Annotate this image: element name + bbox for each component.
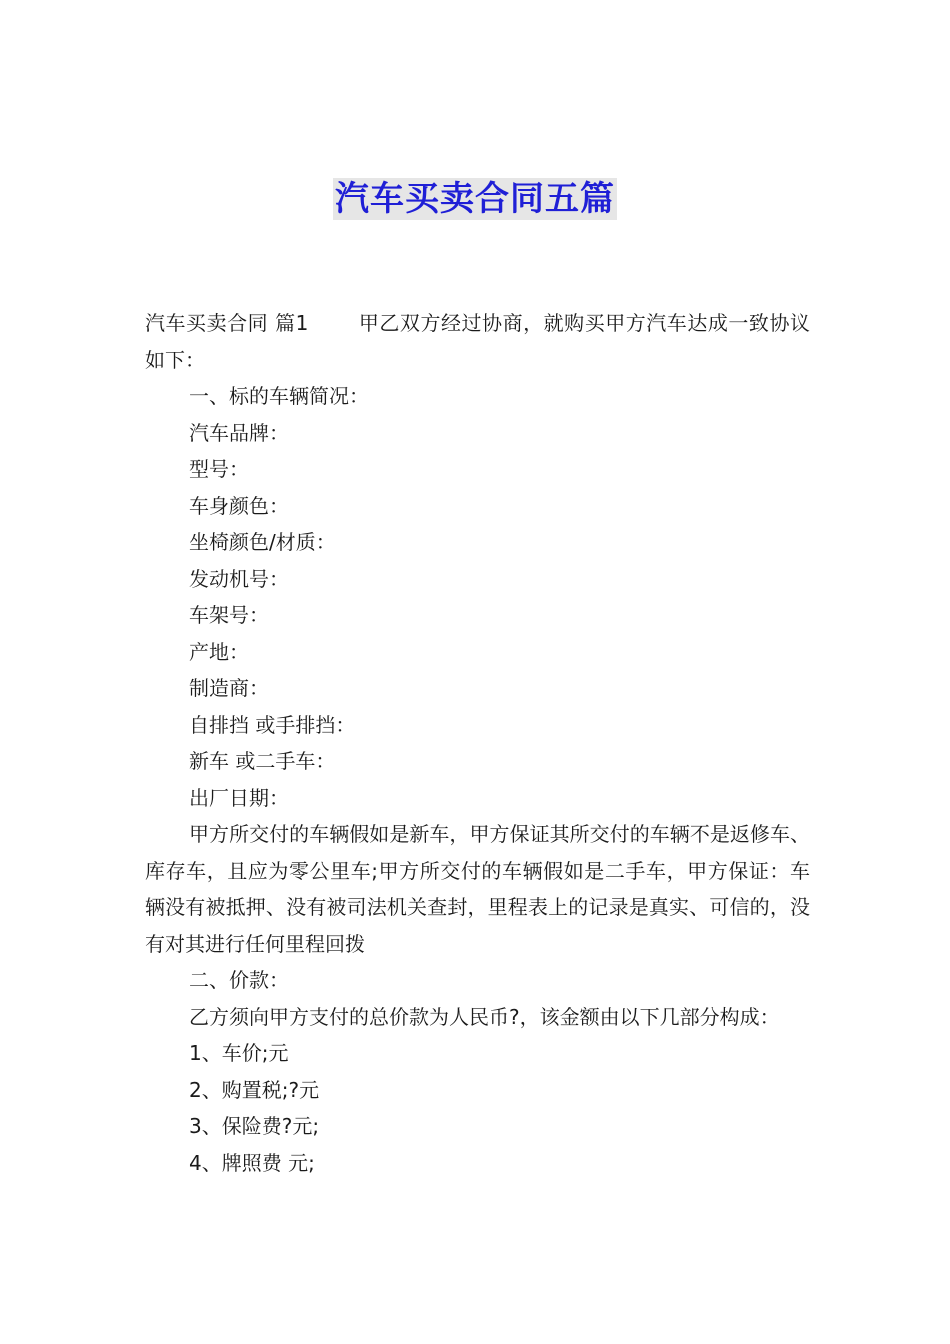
price-item-license-fee: 4、牌照费 元; — [189, 1150, 315, 1175]
field-frame-number: 车架号： — [189, 603, 269, 627]
intro-paragraph — [145, 305, 810, 378]
price-item-purchase-tax: 2、购置税;?元 — [189, 1077, 320, 1102]
field-brand: 汽车品牌： — [189, 420, 289, 445]
field-body-color: 车身颜色： — [189, 493, 289, 518]
field-new-or-used: 新车 或二手车： — [189, 749, 336, 773]
price-item-car: 1、车价;元 — [189, 1041, 289, 1065]
section-heading-price: 二、价款： — [189, 968, 289, 992]
field-manufacturer: 制造商： — [189, 676, 269, 700]
intro-text: 甲乙双方经过协商，就购买甲方汽车达成一致协议如下： — [145, 311, 810, 372]
field-model: 型号： — [189, 457, 249, 481]
field-seat-color: 坐椅颜色/材质： — [189, 530, 336, 554]
field-engine-number: 发动机号： — [189, 566, 289, 591]
price-item-insurance: 3、保险费?元; — [189, 1114, 320, 1138]
document-body — [145, 305, 810, 1181]
field-manufacture-date: 出厂日期： — [189, 785, 289, 810]
document-title: 汽车买卖合同五篇 — [335, 179, 615, 219]
contract-heading-label: 汽车买卖合同 篇1 — [145, 311, 309, 335]
warranty-paragraph: 甲方所交付的车辆假如是新车，甲方保证其所交付的车辆不是返修车、库存车，且应为零公里车;甲方所交付的车辆假如是二手车，甲方保证：车辆没有被抵押、没有被司法机关查封，里程表上的记录是真实、可信的，没有对其进行任何里程回拨 — [145, 822, 810, 956]
price-paragraph: 乙方须向甲方支付的总价款为人民币?，该金额由以下几部分构成： — [189, 1004, 780, 1029]
title-block — [0, 178, 950, 220]
section-heading-vehicle: 一、标的车辆简况： — [189, 384, 369, 408]
field-origin: 产地： — [189, 639, 249, 664]
field-transmission: 自排挡 或手排挡： — [189, 712, 356, 737]
